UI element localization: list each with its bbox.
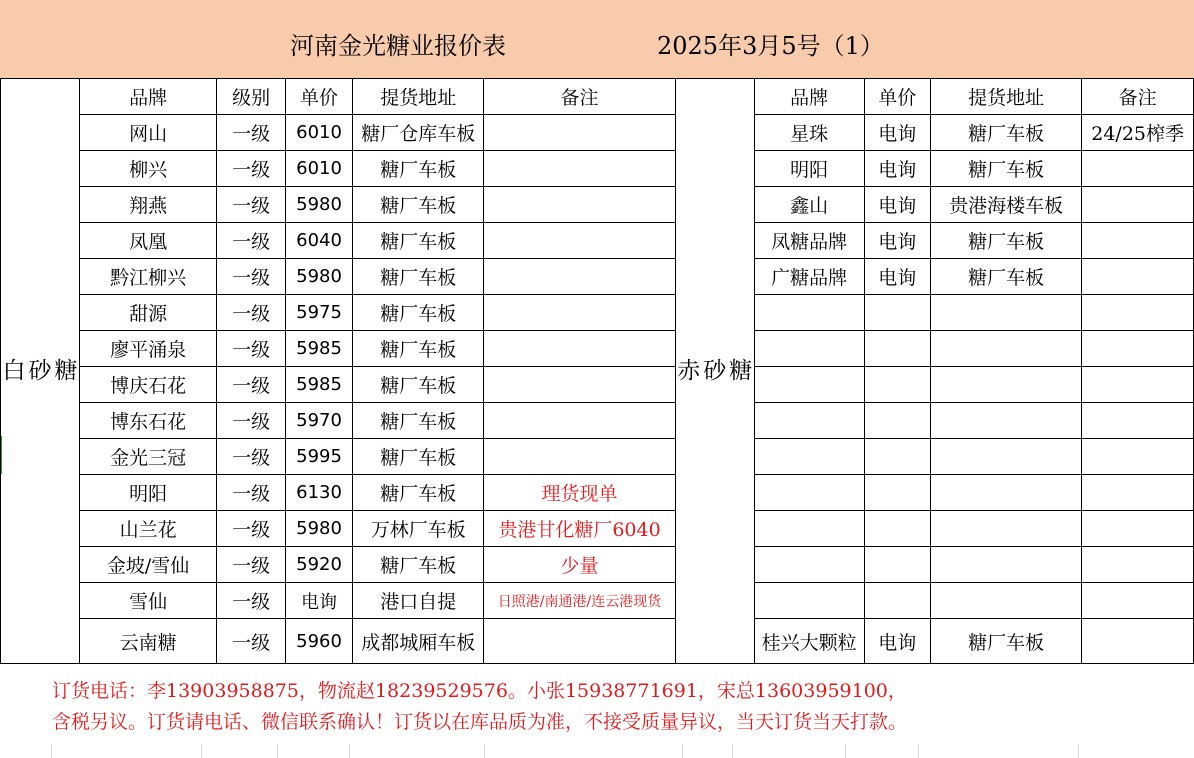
brown-brand-cell[interactable] [754, 547, 864, 583]
white-grade-cell[interactable]: 一级 [217, 295, 286, 331]
contact-line: 订货电话：李13903958875，物流赵18239529576。小张15938771691，宋总13603959100， [52, 680, 907, 702]
brown-pickup-cell[interactable] [930, 439, 1081, 475]
brown-price-cell[interactable]: 电询 [864, 151, 930, 187]
gridline [1078, 744, 1079, 758]
brown-col-header: 品牌 [754, 79, 864, 115]
table-row [1, 223, 1194, 259]
white-grade-cell[interactable]: 一级 [217, 187, 286, 223]
white-col-header: 提货地址 [353, 79, 484, 115]
brown-brand-cell[interactable]: 星珠 [754, 115, 864, 151]
white-brand-cell[interactable]: 云南糖 [80, 619, 217, 664]
brown-price-cell[interactable] [864, 583, 930, 619]
brown-brand-cell[interactable] [754, 511, 864, 547]
brown-pickup-cell[interactable] [930, 295, 1081, 331]
brown-price-cell[interactable] [864, 403, 930, 439]
white-grade-cell[interactable]: 一级 [217, 223, 286, 259]
brown-note-cell[interactable] [1082, 403, 1194, 439]
brown-pickup-cell[interactable] [930, 583, 1081, 619]
gridline [918, 744, 919, 758]
white-brand-cell[interactable]: 翔燕 [80, 187, 217, 223]
brown-brand-cell[interactable]: 桂兴大颗粒 [754, 619, 864, 664]
white-pickup-cell[interactable]: 糖厂车板 [353, 151, 484, 187]
white-brand-cell[interactable]: 明阳 [80, 475, 217, 511]
brown-note-cell[interactable] [1082, 151, 1194, 187]
brown-price-cell[interactable]: 电询 [864, 259, 930, 295]
brown-note-cell[interactable] [1082, 547, 1194, 583]
brown-sugar-label-char: 赤 [677, 358, 701, 384]
white-brand-cell[interactable]: 博庆石花 [80, 367, 217, 403]
brown-pickup-cell[interactable] [930, 511, 1081, 547]
gridline [201, 744, 202, 758]
table-row [1, 331, 1194, 367]
white-col-header: 备注 [484, 79, 676, 115]
brown-price-cell[interactable] [864, 439, 930, 475]
table-row [1, 547, 1194, 583]
brown-price-cell[interactable]: 电询 [864, 619, 930, 664]
white-price-cell[interactable]: 6040 [286, 223, 353, 259]
gridline [682, 744, 683, 758]
white-note-cell[interactable]: 贵港甘化糖厂6040 [484, 511, 676, 547]
brown-price-cell[interactable]: 电询 [864, 187, 930, 223]
brown-brand-cell[interactable]: 鑫山 [754, 187, 864, 223]
brown-price-cell[interactable] [864, 367, 930, 403]
brown-col-header: 备注 [1082, 79, 1194, 115]
white-brand-cell[interactable]: 雪仙 [80, 583, 217, 619]
white-brand-cell[interactable]: 凤凰 [80, 223, 217, 259]
white-brand-cell[interactable]: 金坡/雪仙 [80, 547, 217, 583]
gridline [845, 744, 846, 758]
table-row [1, 439, 1194, 475]
white-pickup-cell[interactable]: 糖厂车板 [353, 295, 484, 331]
white-note-cell[interactable]: 少量 [484, 547, 676, 583]
brown-brand-cell[interactable] [754, 295, 864, 331]
table-row [1, 187, 1194, 223]
brown-pickup-cell[interactable] [930, 331, 1081, 367]
white-note-cell[interactable] [484, 259, 676, 295]
brown-note-cell[interactable] [1082, 187, 1194, 223]
brown-sugar-label-char: 糖 [729, 358, 753, 384]
brown-brand-cell[interactable] [754, 403, 864, 439]
brown-price-cell[interactable] [864, 547, 930, 583]
white-col-header: 单价 [286, 79, 353, 115]
white-pickup-cell[interactable]: 糖厂车板 [353, 259, 484, 295]
white-note-cell[interactable] [484, 295, 676, 331]
brown-sugar-label-char: 砂 [703, 358, 727, 384]
brown-col-header: 单价 [864, 79, 930, 115]
brown-price-cell[interactable] [864, 295, 930, 331]
gridline [732, 744, 733, 758]
white-grade-cell[interactable]: 一级 [217, 547, 286, 583]
brown-brand-cell[interactable] [754, 475, 864, 511]
table-row [1, 619, 1194, 664]
brown-pickup-cell[interactable] [930, 475, 1081, 511]
white-note-cell[interactable] [484, 115, 676, 151]
sheet-date: 2025年3月5号（1） [657, 32, 884, 60]
white-grade-cell[interactable]: 一级 [217, 511, 286, 547]
brown-pickup-cell[interactable]: 糖厂车板 [930, 619, 1081, 664]
white-col-header: 品牌 [80, 79, 217, 115]
brown-price-cell[interactable] [864, 475, 930, 511]
sheet-header [0, 0, 1194, 79]
table-row [1, 403, 1194, 439]
white-grade-cell[interactable]: 一级 [217, 583, 286, 619]
white-grade-cell[interactable]: 一级 [217, 259, 286, 295]
white-sugar-label-char: 砂 [28, 358, 52, 384]
white-price-cell[interactable]: 5995 [286, 439, 353, 475]
brown-note-cell[interactable] [1082, 331, 1194, 367]
white-brand-cell[interactable]: 黔江柳兴 [80, 259, 217, 295]
sheet-title: 河南金光糖业报价表 [290, 32, 506, 60]
white-price-cell[interactable]: 5980 [286, 259, 353, 295]
white-brand-cell[interactable]: 甜源 [80, 295, 217, 331]
brown-col-header: 提货地址 [930, 79, 1081, 115]
brown-brand-cell[interactable]: 凤糖品牌 [754, 223, 864, 259]
white-pickup-cell[interactable]: 糖厂车板 [353, 547, 484, 583]
white-sugar-label-char: 白 [2, 358, 26, 384]
white-grade-cell[interactable]: 一级 [217, 331, 286, 367]
brown-pickup-cell[interactable]: 糖厂车板 [930, 151, 1081, 187]
gridline [484, 744, 485, 758]
white-price-cell[interactable]: 5980 [286, 511, 353, 547]
table-row [1, 511, 1194, 547]
brown-note-cell[interactable] [1082, 259, 1194, 295]
table-row [1, 583, 1194, 619]
brown-sugar-label [675, 79, 754, 664]
white-note-cell[interactable] [484, 619, 676, 664]
brown-pickup-cell[interactable] [930, 367, 1081, 403]
white-price-cell[interactable]: 5975 [286, 295, 353, 331]
white-col-header: 级别 [217, 79, 286, 115]
white-grade-cell[interactable]: 一级 [217, 439, 286, 475]
table-row [1, 115, 1194, 151]
white-note-cell[interactable] [484, 223, 676, 259]
white-price-cell[interactable]: 5980 [286, 187, 353, 223]
white-brand-cell[interactable]: 柳兴 [80, 151, 217, 187]
empty-row-gridlines [0, 744, 1194, 758]
table-row [1, 151, 1194, 187]
brown-note-cell[interactable] [1082, 583, 1194, 619]
brown-pickup-cell[interactable]: 糖厂车板 [930, 115, 1081, 151]
white-pickup-cell[interactable]: 糖厂仓库车板 [353, 115, 484, 151]
gridline [51, 744, 52, 758]
white-pickup-cell[interactable]: 糖厂车板 [353, 403, 484, 439]
brown-pickup-cell[interactable] [930, 547, 1081, 583]
brown-pickup-cell[interactable]: 贵港海楼车板 [930, 187, 1081, 223]
brown-pickup-cell[interactable] [930, 403, 1081, 439]
brown-brand-cell[interactable]: 广糖品牌 [754, 259, 864, 295]
gridline [277, 744, 278, 758]
brown-brand-cell[interactable] [754, 331, 864, 367]
table-row [1, 367, 1194, 403]
white-price-cell[interactable]: 5920 [286, 547, 353, 583]
price-table [0, 78, 1194, 664]
white-sugar-label [1, 79, 80, 664]
brown-price-cell[interactable] [864, 331, 930, 367]
table-row [1, 475, 1194, 511]
brown-pickup-cell[interactable]: 糖厂车板 [930, 259, 1081, 295]
brown-brand-cell[interactable] [754, 439, 864, 475]
terms-line: 含税另议。订货请电话、微信联系确认！订货以在库品质为准，不接受质量异议，当天订货当天打款。 [52, 711, 908, 733]
white-price-cell[interactable]: 5970 [286, 403, 353, 439]
order-contact-notes [52, 676, 907, 738]
white-price-cell[interactable]: 5985 [286, 331, 353, 367]
white-pickup-cell[interactable]: 糖厂车板 [353, 331, 484, 367]
white-note-cell[interactable] [484, 367, 676, 403]
white-pickup-cell[interactable]: 糖厂车板 [353, 475, 484, 511]
white-brand-cell[interactable]: 山兰花 [80, 511, 217, 547]
white-price-cell[interactable]: 5985 [286, 367, 353, 403]
brown-note-cell[interactable] [1082, 367, 1194, 403]
white-price-cell[interactable]: 6010 [286, 151, 353, 187]
brown-note-cell[interactable] [1082, 439, 1194, 475]
white-pickup-cell[interactable]: 万林厂车板 [353, 511, 484, 547]
brown-price-cell[interactable] [864, 511, 930, 547]
brown-brand-cell[interactable] [754, 583, 864, 619]
white-brand-cell[interactable]: 廖平涌泉 [80, 331, 217, 367]
white-pickup-cell[interactable]: 糖厂车板 [353, 187, 484, 223]
white-price-cell[interactable]: 6130 [286, 475, 353, 511]
brown-price-cell[interactable]: 电询 [864, 115, 930, 151]
brown-note-cell[interactable] [1082, 511, 1194, 547]
white-grade-cell[interactable]: 一级 [217, 619, 286, 664]
white-price-cell[interactable]: 6010 [286, 115, 353, 151]
white-pickup-cell[interactable]: 港口自提 [353, 583, 484, 619]
white-pickup-cell[interactable]: 糖厂车板 [353, 367, 484, 403]
brown-price-cell[interactable]: 电询 [864, 223, 930, 259]
white-pickup-cell[interactable]: 成都城厢车板 [353, 619, 484, 664]
white-note-cell[interactable]: 理货现单 [484, 475, 676, 511]
white-note-cell[interactable]: 日照港/南通港/连云港现货 [484, 583, 676, 619]
white-grade-cell[interactable]: 一级 [217, 367, 286, 403]
white-grade-cell[interactable]: 一级 [217, 403, 286, 439]
white-note-cell[interactable] [484, 187, 676, 223]
white-sugar-label-char: 糖 [54, 358, 78, 384]
white-pickup-cell[interactable]: 糖厂车板 [353, 223, 484, 259]
gridline [349, 744, 350, 758]
brown-brand-cell[interactable]: 明阳 [754, 151, 864, 187]
white-grade-cell[interactable]: 一级 [217, 115, 286, 151]
brown-brand-cell[interactable] [754, 367, 864, 403]
white-brand-cell[interactable]: 博东石花 [80, 403, 217, 439]
white-pickup-cell[interactable]: 糖厂车板 [353, 439, 484, 475]
white-price-cell[interactable]: 电询 [286, 583, 353, 619]
white-note-cell[interactable] [484, 439, 676, 475]
column-header-row [1, 79, 1194, 115]
white-price-cell[interactable]: 5960 [286, 619, 353, 664]
brown-pickup-cell[interactable]: 糖厂车板 [930, 223, 1081, 259]
white-note-cell[interactable] [484, 151, 676, 187]
white-grade-cell[interactable]: 一级 [217, 475, 286, 511]
brown-note-cell[interactable] [1082, 223, 1194, 259]
white-brand-cell[interactable]: 金光三冠 [80, 439, 217, 475]
table-row [1, 259, 1194, 295]
white-note-cell[interactable] [484, 403, 676, 439]
white-brand-cell[interactable]: 网山 [80, 115, 217, 151]
brown-note-cell[interactable] [1082, 295, 1194, 331]
table-row [1, 295, 1194, 331]
brown-note-cell[interactable] [1082, 475, 1194, 511]
white-note-cell[interactable] [484, 331, 676, 367]
white-grade-cell[interactable]: 一级 [217, 151, 286, 187]
brown-note-cell[interactable]: 24/25榨季 [1082, 115, 1194, 151]
brown-note-cell[interactable] [1082, 619, 1194, 664]
